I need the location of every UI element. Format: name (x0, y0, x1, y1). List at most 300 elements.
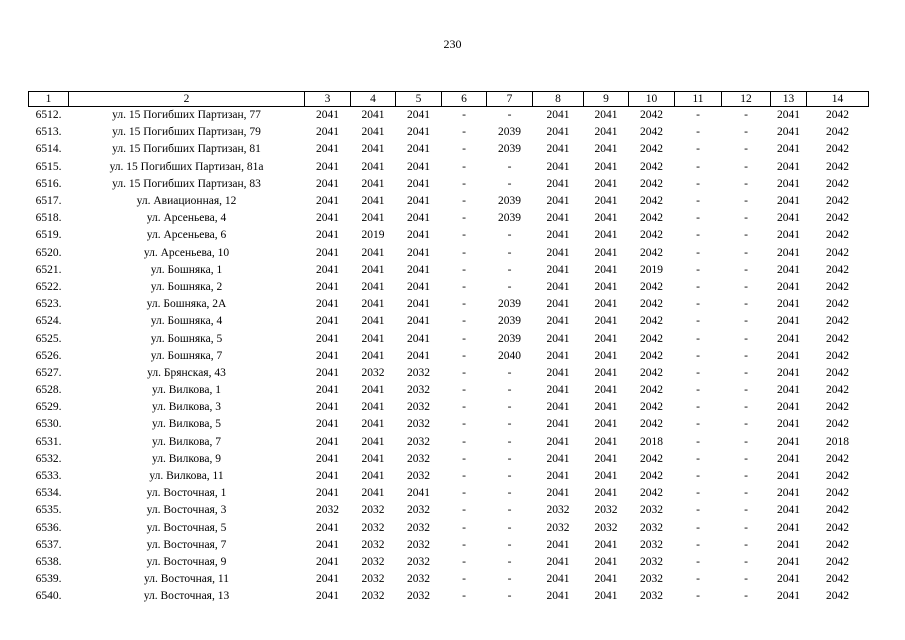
value-cell: 2032 (407, 401, 430, 414)
value-cell: 2042 (826, 384, 849, 397)
table-body (29, 107, 869, 606)
value-cell: 2042 (826, 177, 849, 190)
address-cell: ул. Арсеньева, 10 (143, 246, 230, 259)
value-cell: 2042 (640, 177, 663, 190)
value-cell: 2042 (826, 401, 849, 414)
address-cell: ул. 15 Погибших Партизан, 81 (112, 143, 261, 156)
value-cell: - (744, 195, 748, 208)
table-row (29, 141, 869, 158)
value-cell: 2041 (594, 538, 618, 551)
value-cell: 2032 (594, 504, 618, 517)
value-cell: 2041 (594, 332, 618, 345)
value-cell: 2041 (546, 332, 570, 345)
value-cell: - (744, 298, 748, 311)
value-cell: 2041 (594, 109, 618, 122)
row-number: 6512. (35, 109, 62, 122)
value-cell: - (462, 263, 466, 276)
value-cell: - (507, 521, 512, 534)
row-number: 6521. (35, 263, 62, 276)
value-cell: - (507, 590, 512, 603)
value-cell: 2032 (316, 504, 339, 517)
value-cell: - (696, 160, 700, 173)
value-cell: 2041 (546, 573, 570, 586)
value-cell: 2041 (361, 435, 385, 448)
value-cell: 2041 (316, 573, 339, 586)
value-cell: 2040 (498, 349, 521, 362)
value-cell: 2041 (777, 555, 800, 568)
value-cell: 2041 (316, 212, 339, 225)
value-cell: - (462, 401, 466, 414)
value-cell: 2041 (546, 177, 570, 190)
value-cell: 2032 (407, 366, 430, 379)
row-number: 6516. (35, 177, 62, 190)
value-cell: 2019 (640, 263, 663, 276)
column-header: 8 (533, 92, 584, 107)
value-cell: 2042 (826, 280, 849, 293)
value-cell: 2041 (316, 332, 339, 345)
value-cell: 2041 (546, 160, 570, 173)
value-cell: - (696, 590, 700, 603)
value-cell: 2041 (361, 212, 385, 225)
address-cell: ул. Арсеньева, 4 (146, 212, 227, 225)
value-cell: 2041 (546, 280, 570, 293)
address-cell: ул. 15 Погибших Партизан, 81а (109, 160, 264, 173)
value-cell: - (744, 246, 748, 259)
value-cell: 2042 (826, 229, 849, 242)
value-cell: 2041 (594, 452, 618, 465)
value-cell: 2032 (546, 504, 570, 517)
column-header: 10 (629, 92, 675, 107)
value-cell: 2041 (777, 452, 800, 465)
value-cell: 2041 (361, 177, 385, 190)
value-cell: - (462, 418, 466, 431)
value-cell: - (507, 160, 512, 173)
value-cell: 2041 (546, 590, 570, 603)
address-cell: ул. Вилкова, 9 (152, 452, 221, 465)
value-cell: 2041 (777, 177, 800, 190)
value-cell: 2042 (826, 521, 849, 534)
value-cell: - (507, 263, 512, 276)
column-header: 2 (69, 92, 305, 107)
table-row (29, 107, 869, 125)
value-cell: - (744, 487, 748, 500)
value-cell: - (744, 315, 748, 328)
value-cell: - (462, 538, 466, 551)
value-cell: 2041 (316, 452, 339, 465)
table-row (29, 520, 869, 537)
value-cell: 2041 (594, 366, 618, 379)
value-cell: 2042 (826, 487, 849, 500)
value-cell: 2032 (407, 504, 430, 517)
value-cell: 2042 (640, 195, 663, 208)
table-row (29, 296, 869, 313)
value-cell: 2042 (640, 452, 663, 465)
value-cell: 2041 (407, 349, 430, 362)
value-cell: 2041 (316, 263, 339, 276)
column-header: 1 (29, 92, 69, 107)
value-cell: - (696, 555, 700, 568)
value-cell: 2041 (546, 555, 570, 568)
value-cell: 2041 (546, 298, 570, 311)
value-cell: - (744, 229, 748, 242)
value-cell: - (462, 452, 466, 465)
value-cell: 2042 (826, 143, 849, 156)
value-cell: - (462, 212, 466, 225)
value-cell: - (744, 538, 748, 551)
value-cell: 2041 (316, 280, 339, 293)
row-number: 6538. (35, 555, 62, 568)
value-cell: 2041 (407, 487, 430, 500)
row-number: 6529. (35, 401, 62, 414)
table-row (29, 382, 869, 399)
value-cell: 2041 (594, 555, 618, 568)
value-cell: 2032 (361, 590, 385, 603)
value-cell: 2032 (407, 435, 430, 448)
value-cell: 2032 (361, 521, 385, 534)
value-cell: - (744, 401, 748, 414)
value-cell: 2042 (826, 349, 849, 362)
value-cell: 2042 (826, 332, 849, 345)
value-cell: 2041 (546, 401, 570, 414)
value-cell: - (696, 109, 700, 122)
value-cell: - (462, 160, 466, 173)
value-cell: - (696, 177, 700, 190)
value-cell: - (462, 109, 466, 122)
value-cell: 2041 (777, 298, 800, 311)
value-cell: - (744, 332, 748, 345)
value-cell: 2042 (640, 229, 663, 242)
value-cell: - (696, 298, 700, 311)
value-cell: - (744, 590, 748, 603)
value-cell: 2041 (546, 315, 570, 328)
value-cell: - (696, 143, 700, 156)
value-cell: 2041 (316, 538, 339, 551)
column-header: 11 (675, 92, 722, 107)
value-cell: 2042 (826, 538, 849, 551)
value-cell: 2041 (777, 435, 800, 448)
value-cell: 2042 (640, 298, 663, 311)
value-cell: 2041 (407, 298, 430, 311)
value-cell: - (462, 195, 466, 208)
value-cell: - (744, 435, 748, 448)
value-cell: 2041 (594, 229, 618, 242)
value-cell: - (696, 212, 700, 225)
value-cell: - (507, 229, 512, 242)
value-cell: 2041 (546, 418, 570, 431)
value-cell: 2041 (777, 332, 800, 345)
value-cell: - (696, 263, 700, 276)
row-number: 6534. (35, 487, 62, 500)
value-cell: 2042 (640, 349, 663, 362)
value-cell: 2042 (826, 195, 849, 208)
value-cell: 2041 (316, 521, 339, 534)
value-cell: - (462, 573, 466, 586)
value-cell: - (744, 384, 748, 397)
value-cell: 2042 (640, 212, 663, 225)
value-cell: 2041 (594, 418, 618, 431)
value-cell: 2041 (316, 401, 339, 414)
row-number: 6515. (35, 160, 62, 173)
page-number: 230 (443, 37, 462, 51)
value-cell: 2041 (777, 195, 800, 208)
value-cell: - (462, 366, 466, 379)
value-cell: - (744, 126, 748, 139)
value-cell: 2042 (640, 384, 663, 397)
value-cell: 2032 (640, 521, 663, 534)
value-cell: - (696, 349, 700, 362)
value-cell: - (507, 470, 512, 483)
row-number: 6531. (35, 435, 62, 448)
value-cell: 2041 (407, 229, 430, 242)
value-cell: 2042 (826, 470, 849, 483)
value-cell: 2041 (407, 246, 430, 259)
row-number: 6513. (35, 126, 62, 139)
header-row (29, 92, 869, 107)
value-cell: 2041 (546, 212, 570, 225)
value-cell: - (696, 504, 700, 517)
value-cell: 2039 (498, 298, 521, 311)
value-cell: - (696, 521, 700, 534)
row-number: 6522. (35, 280, 62, 293)
column-header: 6 (442, 92, 487, 107)
value-cell: 2041 (546, 195, 570, 208)
value-cell: 2041 (594, 160, 618, 173)
value-cell: 2041 (546, 229, 570, 242)
value-cell: 2042 (640, 160, 663, 173)
table-row (29, 485, 869, 502)
row-number: 6527. (35, 366, 62, 379)
value-cell: 2042 (640, 366, 663, 379)
value-cell: 2042 (826, 504, 849, 517)
table-row (29, 227, 869, 244)
value-cell: 2042 (640, 246, 663, 259)
value-cell: 2041 (546, 263, 570, 276)
value-cell: 2032 (594, 521, 618, 534)
value-cell: - (507, 177, 512, 190)
column-header: 9 (584, 92, 629, 107)
value-cell: - (462, 555, 466, 568)
value-cell: 2018 (640, 435, 663, 448)
value-cell: 2041 (777, 384, 800, 397)
value-cell: 2041 (546, 470, 570, 483)
address-cell: ул. Восточная, 13 (143, 590, 230, 603)
value-cell: 2032 (407, 590, 430, 603)
table-row (29, 399, 869, 416)
value-cell: 2041 (546, 349, 570, 362)
value-cell: 2042 (826, 315, 849, 328)
value-cell: - (696, 195, 700, 208)
value-cell: 2042 (826, 418, 849, 431)
value-cell: 2041 (546, 384, 570, 397)
value-cell: 2039 (498, 332, 521, 345)
value-cell: 2032 (407, 538, 430, 551)
value-cell: 2041 (361, 160, 385, 173)
value-cell: - (696, 470, 700, 483)
value-cell: 2041 (316, 555, 339, 568)
value-cell: 2032 (361, 504, 385, 517)
address-cell: ул. Бошняка, 5 (150, 332, 223, 345)
value-cell: 2032 (640, 590, 663, 603)
table-row (29, 193, 869, 210)
value-cell: 2041 (361, 384, 385, 397)
value-cell: - (696, 384, 700, 397)
value-cell: 2032 (407, 418, 430, 431)
address-cell: ул. Восточная, 7 (146, 538, 227, 551)
value-cell: 2032 (407, 470, 430, 483)
value-cell: - (744, 521, 748, 534)
value-cell: 2042 (640, 487, 663, 500)
value-cell: 2041 (361, 470, 385, 483)
value-cell: - (696, 435, 700, 448)
value-cell: - (696, 246, 700, 259)
value-cell: 2041 (594, 590, 618, 603)
value-cell: 2042 (826, 126, 849, 139)
row-number: 6539. (35, 573, 62, 586)
value-cell: 2032 (407, 452, 430, 465)
value-cell: 2041 (361, 487, 385, 500)
table-row (29, 159, 869, 176)
table-row (29, 348, 869, 365)
value-cell: 2042 (826, 212, 849, 225)
value-cell: 2041 (777, 212, 800, 225)
value-cell: 2042 (826, 298, 849, 311)
value-cell: - (507, 366, 512, 379)
address-cell: ул. Брянская, 43 (147, 366, 226, 379)
value-cell: 2032 (361, 366, 385, 379)
value-cell: 2041 (316, 435, 339, 448)
address-cell: ул. Восточная, 9 (146, 555, 227, 568)
address-cell: ул. Восточная, 11 (143, 573, 230, 586)
value-cell: 2032 (361, 555, 385, 568)
value-cell: 2042 (826, 109, 849, 122)
value-cell: 2032 (546, 521, 570, 534)
column-header: 5 (396, 92, 442, 107)
value-cell: 2032 (407, 384, 430, 397)
value-cell: - (507, 435, 512, 448)
value-cell: 2032 (361, 538, 385, 551)
table-row (29, 502, 869, 519)
value-cell: 2041 (361, 280, 385, 293)
value-cell: 2041 (316, 177, 339, 190)
value-cell: 2041 (546, 366, 570, 379)
row-number: 6517. (35, 195, 62, 208)
value-cell: - (744, 280, 748, 293)
value-cell: - (744, 452, 748, 465)
value-cell: 2041 (407, 143, 430, 156)
value-cell: 2032 (407, 555, 430, 568)
row-number: 6520. (35, 246, 62, 259)
value-cell: 2041 (361, 452, 385, 465)
value-cell: 2032 (361, 573, 385, 586)
value-cell: 2041 (594, 143, 618, 156)
address-cell: ул. 15 Погибших Партизан, 83 (112, 177, 261, 190)
value-cell: 2041 (594, 470, 618, 483)
value-cell: 2041 (594, 435, 618, 448)
value-cell: - (462, 470, 466, 483)
address-cell: ул. Авиационная, 12 (136, 195, 237, 208)
value-cell: 2042 (640, 418, 663, 431)
data-table (28, 91, 869, 605)
value-cell: 2041 (316, 349, 339, 362)
value-cell: 2041 (777, 280, 800, 293)
value-cell: 2041 (777, 229, 800, 242)
value-cell: 2041 (546, 143, 570, 156)
value-cell: 2041 (407, 212, 430, 225)
value-cell: 2041 (316, 418, 339, 431)
value-cell: 2039 (498, 315, 521, 328)
value-cell: 2041 (316, 470, 339, 483)
row-number: 6524. (35, 315, 62, 328)
value-cell: 2041 (407, 109, 430, 122)
value-cell: - (696, 538, 700, 551)
value-cell: - (507, 384, 512, 397)
address-cell: ул. Вилкова, 7 (152, 435, 221, 448)
value-cell: 2041 (361, 418, 385, 431)
value-cell: 2019 (361, 229, 385, 242)
row-number: 6519. (35, 229, 62, 242)
value-cell: 2041 (316, 143, 339, 156)
value-cell: - (744, 263, 748, 276)
row-number: 6526. (35, 349, 62, 362)
value-cell: 2041 (594, 126, 618, 139)
value-cell: - (462, 487, 466, 500)
value-cell: 2041 (594, 384, 618, 397)
value-cell: 2041 (777, 126, 800, 139)
value-cell: 2041 (594, 401, 618, 414)
address-cell: ул. Арсеньева, 6 (146, 229, 227, 242)
value-cell: - (507, 538, 512, 551)
table-row (29, 313, 869, 330)
column-header: 4 (351, 92, 396, 107)
value-cell: 2041 (316, 487, 339, 500)
value-cell: 2041 (777, 143, 800, 156)
value-cell: 2041 (407, 332, 430, 345)
value-cell: - (462, 315, 466, 328)
address-cell: ул. Восточная, 5 (146, 521, 227, 534)
value-cell: - (462, 298, 466, 311)
value-cell: 2041 (594, 246, 618, 259)
value-cell: 2041 (594, 487, 618, 500)
row-number: 6530. (35, 418, 62, 431)
value-cell: 2041 (316, 384, 339, 397)
value-cell: - (696, 332, 700, 345)
value-cell: 2042 (826, 366, 849, 379)
address-cell: ул. Бошняка, 7 (150, 349, 223, 362)
value-cell: - (462, 504, 466, 517)
address-cell: ул. Восточная, 1 (146, 487, 227, 500)
row-number: 6514. (35, 143, 62, 156)
value-cell: 2032 (640, 538, 663, 551)
value-cell: - (744, 555, 748, 568)
row-number: 6523. (35, 298, 62, 311)
value-cell: - (507, 573, 512, 586)
value-cell: - (744, 177, 748, 190)
value-cell: - (696, 280, 700, 293)
value-cell: - (744, 573, 748, 586)
address-cell: ул. Вилкова, 3 (152, 401, 221, 414)
value-cell: 2041 (407, 263, 430, 276)
value-cell: - (696, 418, 700, 431)
address-cell: ул. Вилкова, 11 (149, 470, 224, 483)
value-cell: 2041 (546, 246, 570, 259)
value-cell: - (696, 126, 700, 139)
row-number: 6525. (35, 332, 62, 345)
value-cell: 2042 (826, 246, 849, 259)
value-cell: 2042 (826, 160, 849, 173)
value-cell: 2041 (594, 280, 618, 293)
value-cell: - (507, 487, 512, 500)
value-cell: 2039 (498, 195, 521, 208)
